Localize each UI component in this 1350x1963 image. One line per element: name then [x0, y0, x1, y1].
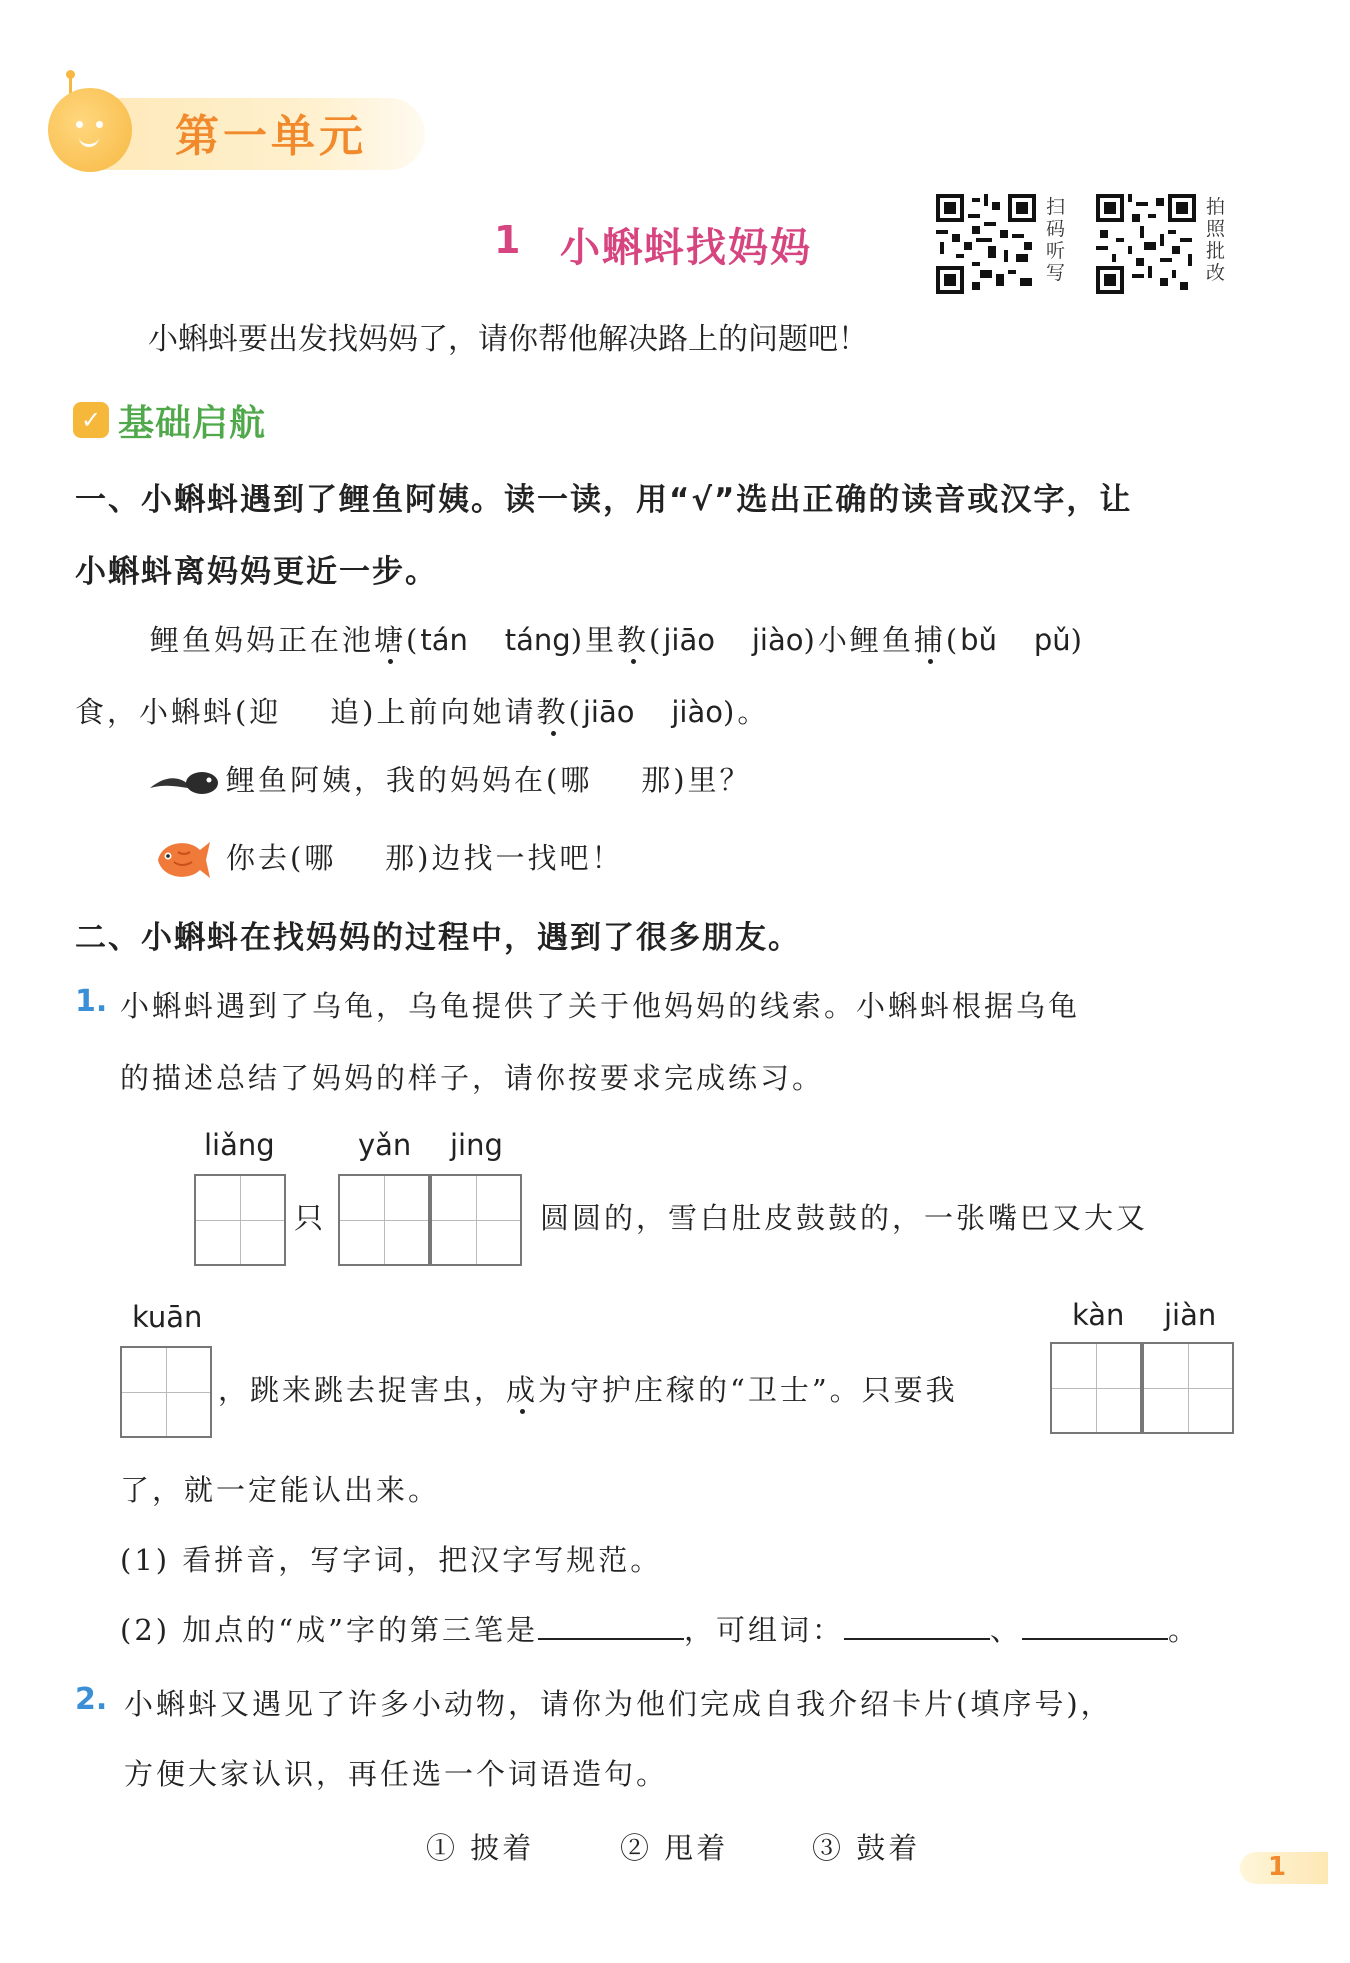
writing-grid[interactable]	[338, 1174, 430, 1266]
pinyin-hint: kuān	[132, 1300, 203, 1334]
writing-grid[interactable]	[1142, 1342, 1234, 1434]
qr-listen-label: 扫码听写	[1046, 196, 1066, 284]
dotted-char: 教	[617, 623, 650, 657]
sun-antenna	[66, 70, 75, 79]
section-title: 基础启航	[118, 403, 267, 444]
q1-heading-line2: 小蝌蚪离妈妈更近一步。	[75, 554, 438, 590]
answer-blank[interactable]	[1022, 1608, 1168, 1640]
item1-line1: 小蝌蚪遇到了乌龟，乌龟提供了关于他妈妈的线索。小蝌蚪根据乌龟	[120, 989, 1081, 1023]
writing-grid[interactable]	[1050, 1342, 1142, 1434]
item1-zhi: 只	[294, 1201, 327, 1235]
item1-text: 、	[989, 1613, 1022, 1647]
option-item: ② 甩着	[620, 1831, 729, 1865]
pinyin-choice[interactable]: jiāo jiào	[663, 623, 804, 657]
writing-grid[interactable]	[120, 1346, 212, 1438]
item1-text: 。	[1167, 1613, 1200, 1647]
pinyin-hint: kàn	[1072, 1298, 1125, 1332]
compass-icon: ✓	[73, 402, 109, 438]
dotted-char: 捕	[913, 623, 946, 657]
pinyin-hint: liǎng	[204, 1128, 275, 1162]
item-number: 2.	[75, 1682, 108, 1717]
item1-text-a: 圆圆的，雪白肚皮鼓鼓的，一张嘴巴又大又	[540, 1201, 1149, 1235]
qr-code-icon[interactable]	[1096, 194, 1196, 294]
q1-text: (	[945, 623, 961, 657]
writing-grid[interactable]	[430, 1174, 522, 1266]
dotted-char: 塘	[374, 623, 407, 657]
q2-heading: 二、小蝌蚪在找妈妈的过程中，遇到了很多朋友。	[75, 920, 801, 956]
item1-text: 为守护庄稼的“卫士”。只要我	[538, 1373, 958, 1407]
qr-code-icon[interactable]	[936, 194, 1036, 294]
answer-blank[interactable]	[844, 1608, 990, 1640]
q1-text: 鲤鱼妈妈正在池	[150, 623, 375, 657]
pinyin-hint: jing	[450, 1128, 503, 1162]
q1-heading-line1: 一、小蝌蚪遇到了鲤鱼阿姨。读一读，用“√”选出正确的读音或汉字，让	[75, 482, 1133, 518]
intro-text: 小蝌蚪要出发找妈妈了，请你帮他解决路上的问题吧！	[148, 322, 868, 357]
q1-text: )。	[723, 695, 770, 729]
pinyin-hint: jiàn	[1164, 1298, 1217, 1332]
item2-line1: 小蝌蚪又遇见了许多小动物，请你为他们完成自我介绍卡片(填序号)，	[124, 1687, 1113, 1721]
sun-eye-left	[76, 121, 83, 128]
q1-text: )小鲤鱼	[803, 623, 914, 657]
item2-line2: 方便大家认识，再任选一个词语造句。	[124, 1757, 669, 1791]
item1-sub2	[120, 1608, 1200, 1649]
q1-paragraph-line2	[75, 690, 769, 731]
sun-mouth	[79, 134, 99, 147]
item1-text: ，可组词：	[683, 1613, 844, 1647]
q1-text: (	[406, 623, 421, 657]
q1-text: 食，小蝌蚪(迎 追)上前向她请	[75, 695, 537, 729]
dotted-char: 教	[536, 695, 569, 729]
lesson-title: 小蝌蚪找妈妈	[560, 225, 812, 271]
item1-text-b	[218, 1368, 958, 1409]
qr-correct-label: 拍照批改	[1206, 196, 1226, 284]
pinyin-choice[interactable]: jiāo jiào	[582, 695, 723, 729]
pinyin-choice[interactable]: bǔ pǔ	[960, 623, 1071, 657]
page-number: 1	[1268, 1852, 1287, 1882]
lesson-number: 1	[494, 218, 521, 262]
pinyin-hint: yǎn	[358, 1128, 412, 1162]
q1-paragraph-line1	[150, 618, 1085, 659]
dialog-carp: 你去(哪 那)边找一找吧！	[226, 841, 624, 875]
q1-text: )里	[570, 623, 618, 657]
answer-blank[interactable]	[538, 1608, 684, 1640]
carp-fish-icon	[148, 832, 212, 888]
item1-line2: 的描述总结了妈妈的样子，请你按要求完成练习。	[120, 1061, 825, 1095]
sun-eye-right	[96, 121, 103, 128]
unit-title: 第一单元	[175, 111, 367, 162]
item1-sub1: (1) 看拼音，写字词，把汉字写规范。	[120, 1543, 663, 1577]
item1-text: (2) 加点的“成”字的第三笔是	[120, 1613, 538, 1647]
option-item: ① 披着	[426, 1831, 535, 1865]
q1-text: (	[568, 695, 583, 729]
item1-text: ，跳来跳去捉害虫，	[218, 1373, 507, 1407]
q1-text: )	[1070, 623, 1085, 657]
item1-text-c: 了，就一定能认出来。	[120, 1473, 441, 1507]
option-item: ③ 鼓着	[812, 1831, 921, 1865]
q1-text: (	[649, 623, 664, 657]
dotted-char: 成	[506, 1373, 539, 1407]
item-number: 1.	[75, 984, 108, 1019]
writing-grid[interactable]	[194, 1174, 286, 1266]
pinyin-choice[interactable]: tán táng	[420, 623, 571, 657]
dialog-tadpole: 鲤鱼阿姨，我的妈妈在(哪 那)里？	[226, 763, 752, 797]
tadpole-icon	[148, 768, 220, 798]
sun-mascot-icon	[48, 88, 132, 172]
